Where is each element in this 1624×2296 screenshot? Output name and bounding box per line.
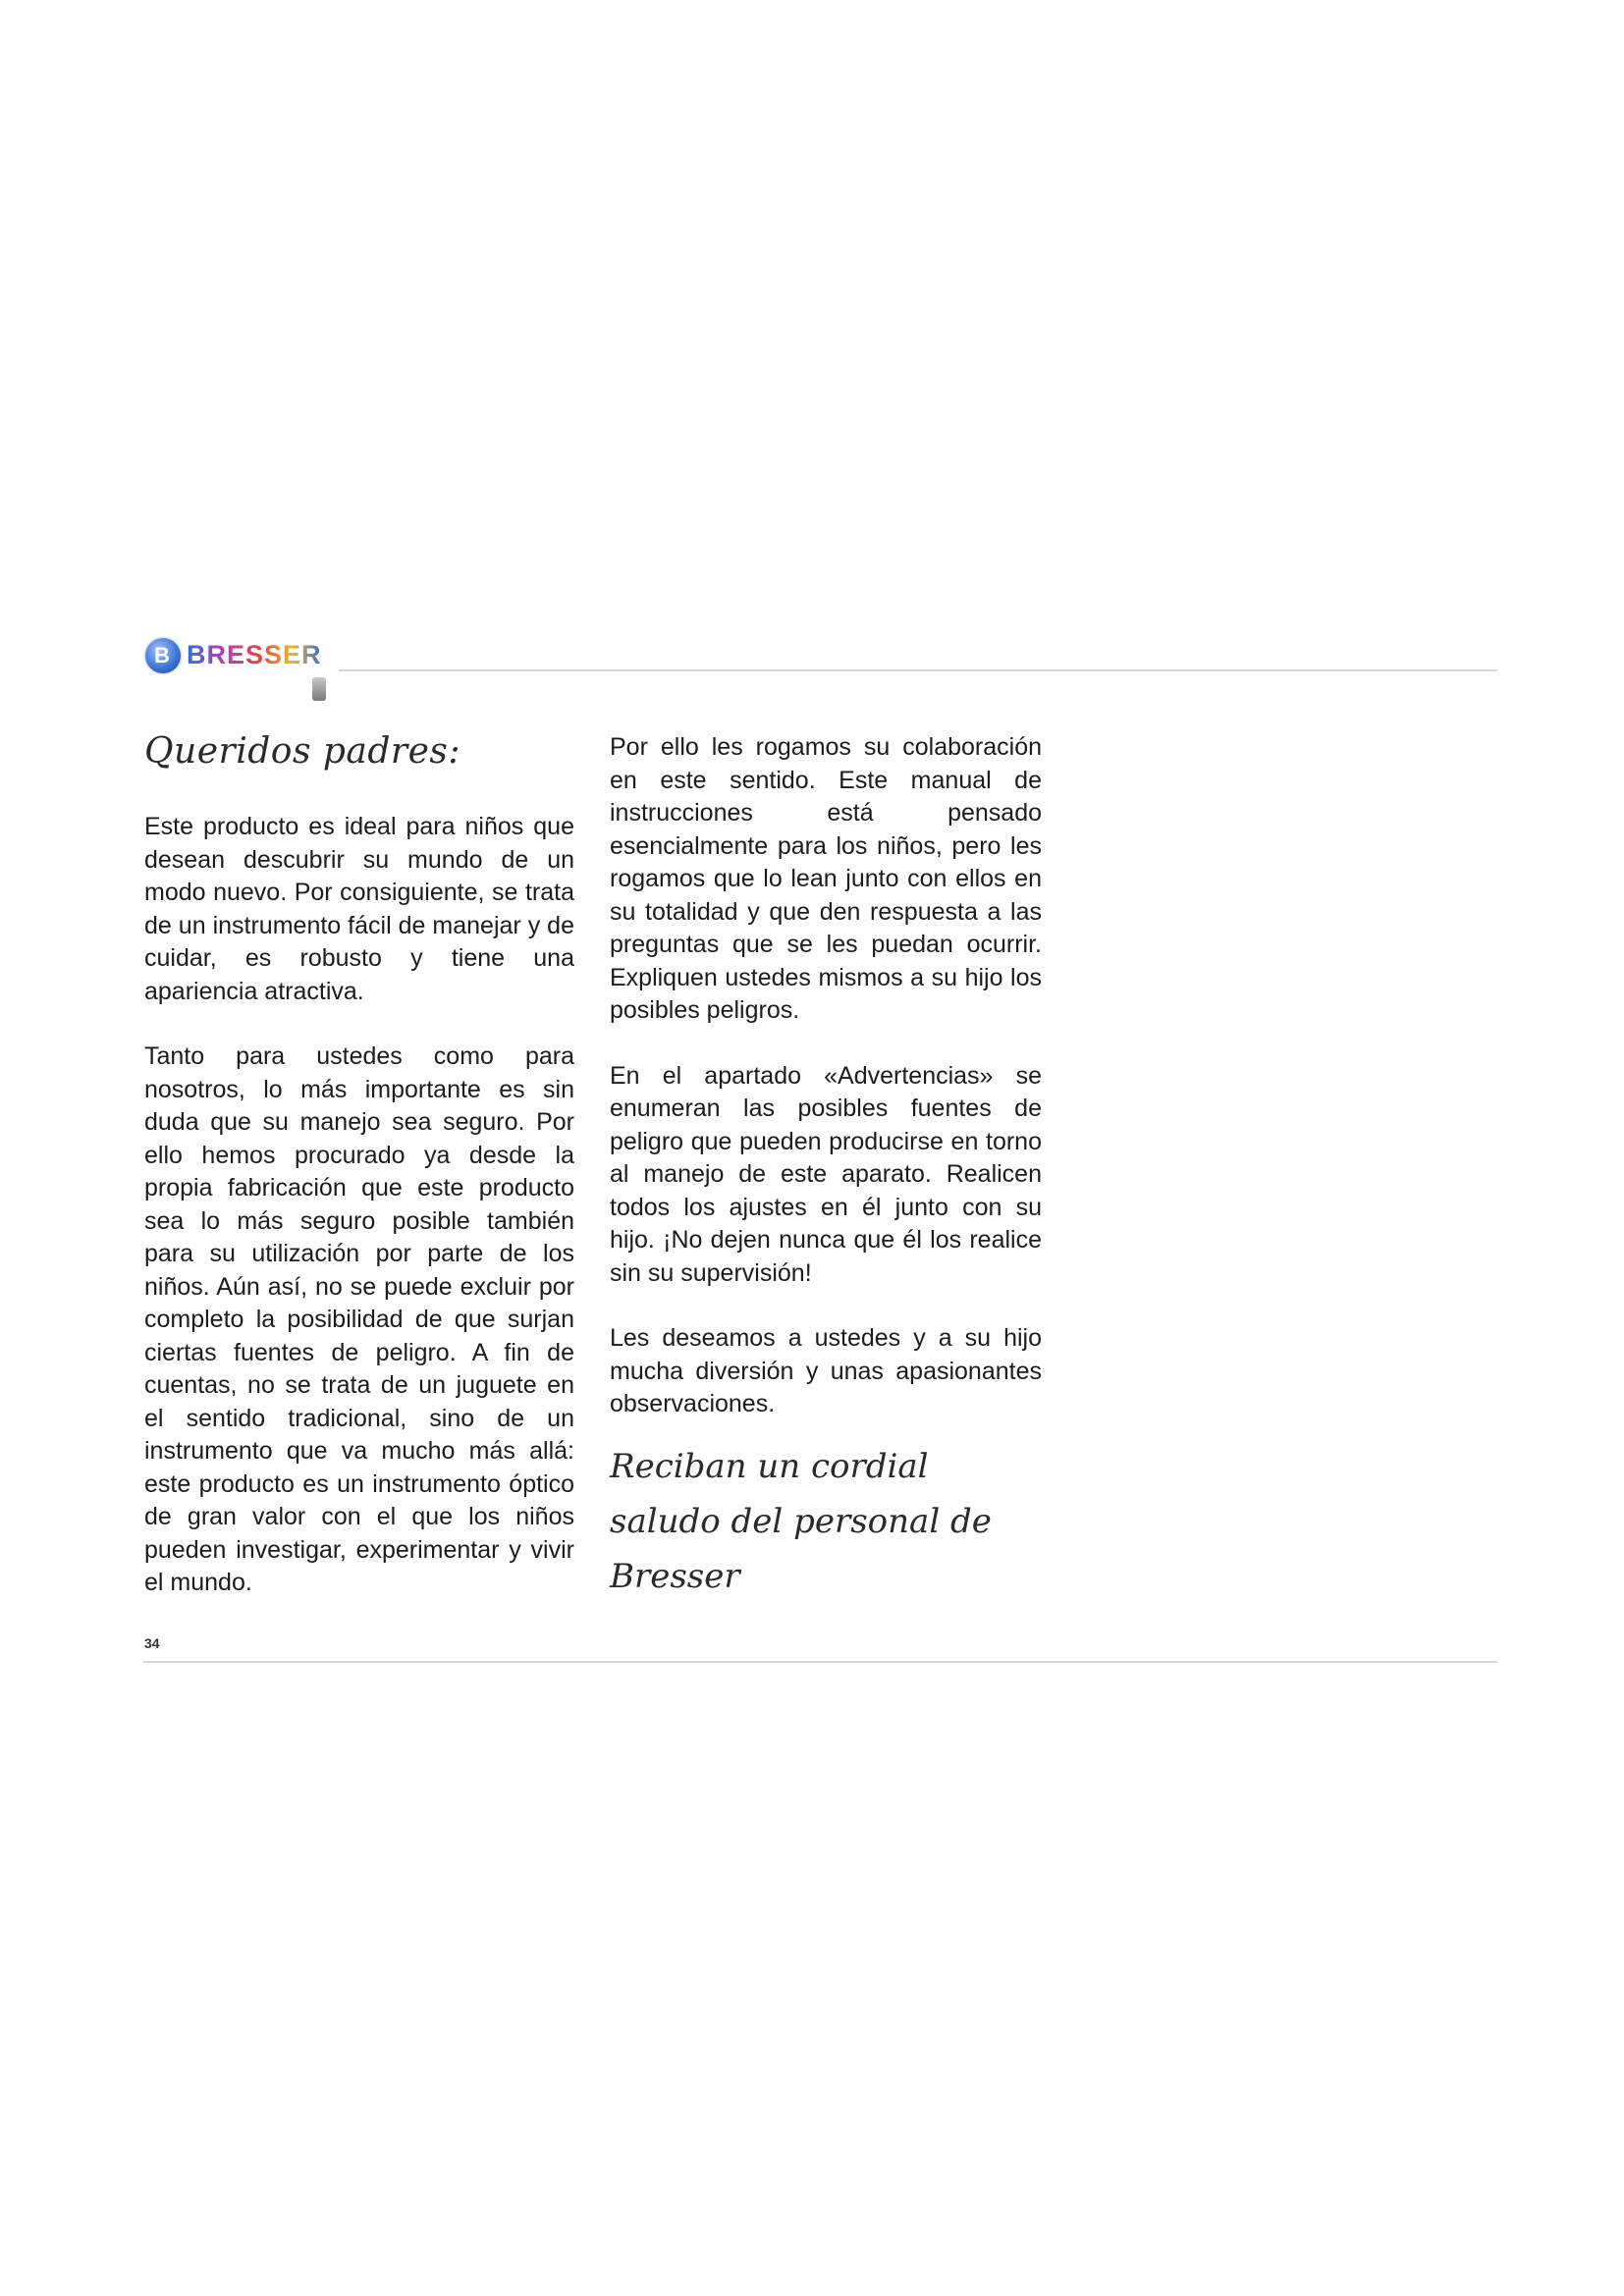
logo-shield-icon [312, 677, 326, 701]
middle-paragraph-1: Por ello les rogamos su colaboración en este sentido. Este manual de instrucciones está pensado esencialmente para los niños, pero les rogamos que lo lean junto con ellos en su totalidad y que den respuesta a las preguntas que se les puedan ocurrir. Expliquen ustedes mismos a su hijo los posibles peligros. [610, 733, 1042, 1024]
closing-line-3: Bresser [610, 1557, 740, 1596]
page-number: 34 [144, 1635, 160, 1651]
logo-badge-icon [145, 638, 181, 673]
closing-line-2: saludo del personal de [610, 1502, 992, 1541]
page-heading: Queridos padres: [144, 731, 461, 772]
logo-badge-letter: B [154, 643, 170, 667]
middle-column [610, 731, 1042, 1421]
closing-line-1: Reciban un cordial [610, 1447, 929, 1486]
footer-divider [143, 1661, 1497, 1663]
left-paragraph-1: Este producto es ideal para niños que desean descubrir su mundo de un modo nuevo. Por consiguiente, se trata de un instrumento fácil de manejar y de cuidar, es robusto y tiene una apariencia atractiva. [144, 813, 574, 1005]
left-column [144, 811, 574, 1600]
closing-signature [610, 1439, 1061, 1604]
middle-paragraph-2: En el apartado «Advertencias» se enumeran las posibles fuentes de peligro que pueden producirse en torno al manejo de este aparato. Realicen todos los ajustes en él junto con su hijo. ¡No dejen nunca que él los realice sin su supervisión! [610, 1061, 1042, 1287]
logo-wordmark: BRESSER [187, 640, 322, 669]
left-paragraph-2: Tanto para ustedes como para nosotros, lo más importante es sin duda que su manejo sea seguro. Por ello hemos procurado ya desde la propia fabricación que este producto sea lo más seguro posible también para su utilización por parte de los niños. Aún así, no se puede excluir por completo la posibilidad de que surjan ciertas fuentes de peligro. A fin de cuentas, no se trata de un juguete en el sentido tradicional, sino de un instrumento que va mucho más allá: este producto es un instrumento óptico de gran valor con el que los niños pueden investigar, experimentar y vivir el mundo. [144, 1042, 574, 1596]
header-divider [339, 669, 1497, 671]
middle-paragraph-3: Les deseamos a ustedes y a su hijo mucha diversión y unas apasionantes observaciones. [610, 1324, 1042, 1417]
bresser-logo [145, 638, 332, 707]
